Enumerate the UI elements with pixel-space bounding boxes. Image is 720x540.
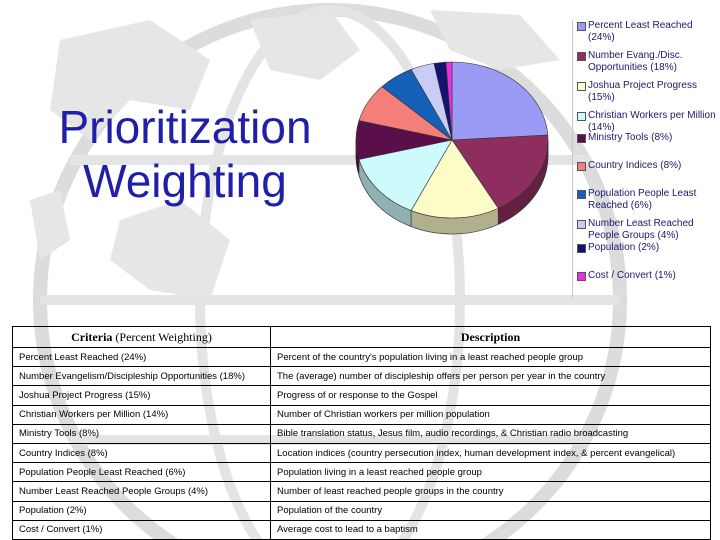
legend-swatch <box>577 162 586 171</box>
criteria-cell: Population (2%) <box>13 501 271 520</box>
criteria-cell: Ministry Tools (8%) <box>13 424 271 443</box>
legend-label: Number Least Reached People Groups (4%) <box>588 218 694 241</box>
legend-swatch <box>577 190 586 199</box>
table-row <box>13 367 711 386</box>
criteria-cell: Joshua Project Progress (15%) <box>13 386 271 405</box>
legend-label: Ministry Tools (8%) <box>588 132 673 143</box>
table-row <box>13 463 711 482</box>
title-line-1: Prioritization <box>58 101 312 153</box>
description-cell: Progress of or response to the Gospel <box>271 386 711 405</box>
description-cell: Percent of the country's population living in a least reached people group <box>271 348 711 367</box>
description-column-header: Description <box>271 327 711 348</box>
legend-item <box>577 160 717 172</box>
description-cell: Number of Christian workers per million population <box>271 405 711 424</box>
legend-item <box>577 80 717 104</box>
legend-item <box>577 218 717 242</box>
table-row <box>13 348 711 367</box>
legend-swatch <box>577 22 586 31</box>
table-row <box>13 443 711 462</box>
description-cell: Population of the country <box>271 501 711 520</box>
criteria-cell: Number Evangelism/Discipleship Opportunities (18%) <box>13 367 271 386</box>
legend-swatch <box>577 244 586 253</box>
table-header-row <box>13 327 711 348</box>
description-cell: Bible translation status, Jesus film, audio recordings, & Christian radio broadcasting <box>271 424 711 443</box>
legend-label: Cost / Convert (1%) <box>588 270 676 281</box>
legend-item <box>577 20 717 44</box>
pie-slice <box>452 62 548 140</box>
description-cell: Population living in a least reached people group <box>271 463 711 482</box>
legend-item <box>577 50 717 74</box>
pie-chart <box>352 58 552 258</box>
table-row <box>13 520 711 539</box>
legend-label: Christian Workers per Million (14%) <box>588 110 716 133</box>
legend-swatch <box>577 220 586 229</box>
legend-label: Number Evang./Disc. Opportunities (18%) <box>588 50 683 73</box>
table-row <box>13 386 711 405</box>
legend-item <box>577 188 717 212</box>
table-row <box>13 501 711 520</box>
chart-legend <box>572 20 720 298</box>
legend-item <box>577 270 717 282</box>
legend-swatch <box>577 82 586 91</box>
criteria-cell: Cost / Convert (1%) <box>13 520 271 539</box>
title-line-2: Weighting <box>83 155 287 207</box>
criteria-cell: Population People Least Reached (6%) <box>13 463 271 482</box>
legend-swatch <box>577 112 586 121</box>
legend-swatch <box>577 134 586 143</box>
legend-swatch <box>577 52 586 61</box>
legend-item <box>577 132 717 144</box>
legend-label: Country Indices (8%) <box>588 160 682 171</box>
description-cell: Number of least reached people groups in the country <box>271 482 711 501</box>
legend-label: Joshua Project Progress (15%) <box>588 80 697 103</box>
description-cell: Average cost to lead to a baptism <box>271 520 711 539</box>
criteria-cell: Country Indices (8%) <box>13 443 271 462</box>
legend-label: Population People Least Reached (6%) <box>588 188 697 211</box>
description-cell: The (average) number of discipleship offers per person per year in the country <box>271 367 711 386</box>
description-cell: Location indices (country persecution index, human development index, & percent evangelical) <box>271 443 711 462</box>
criteria-cell: Number Least Reached People Groups (4%) <box>13 482 271 501</box>
legend-swatch <box>577 272 586 281</box>
table-row <box>13 405 711 424</box>
criteria-cell: Percent Least Reached (24%) <box>13 348 271 367</box>
legend-label: Population (2%) <box>588 242 660 253</box>
criteria-table <box>12 326 711 540</box>
table-row <box>13 424 711 443</box>
criteria-cell: Christian Workers per Million (14%) <box>13 405 271 424</box>
table-row <box>13 482 711 501</box>
legend-item <box>577 110 717 134</box>
legend-label: Percent Least Reached (24%) <box>588 20 693 43</box>
slide-title <box>30 100 340 208</box>
legend-item <box>577 242 717 254</box>
criteria-column-header: Criteria (Percent Weighting) <box>13 327 271 348</box>
